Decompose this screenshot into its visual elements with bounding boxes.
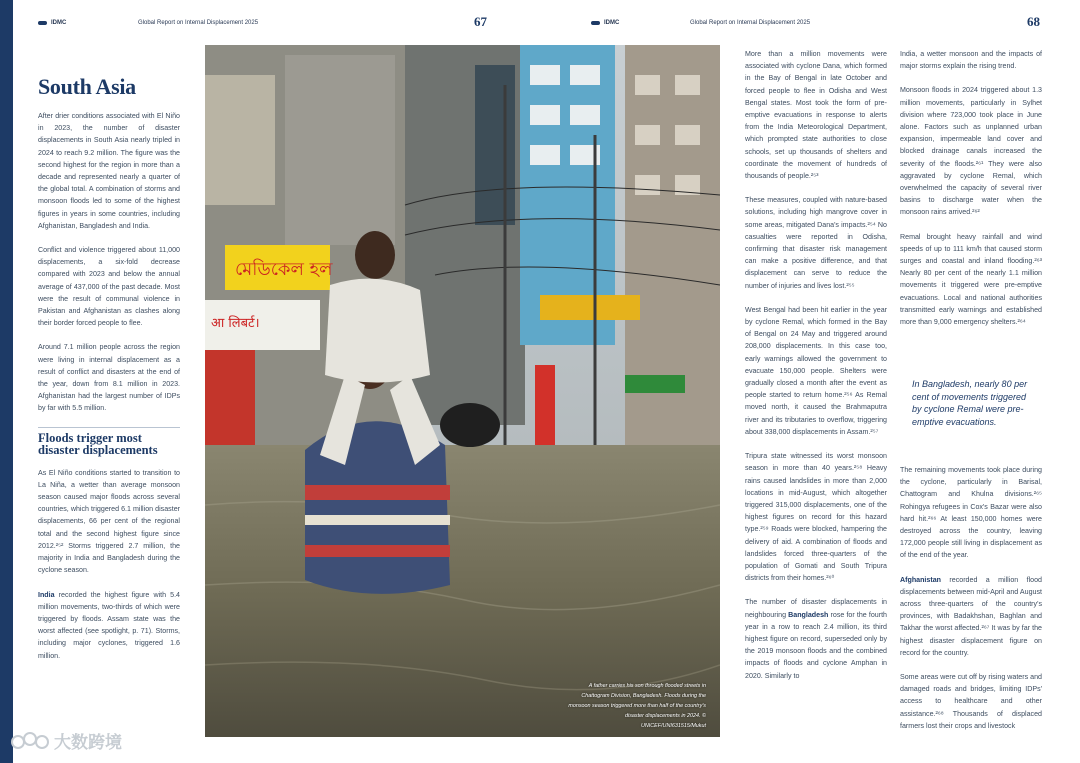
header-right-org: IDMC xyxy=(591,15,619,31)
paragraph: The number of disaster displacements in neighbouring Bangladesh rose for the fourth year in a row to reach 2.4 million, its third highest figure on record, superseded only by the 2019 monsoon floods and the combined impacts of floods and cyclone Amphan in 2020. Similarly to xyxy=(745,598,887,680)
pull-quote: In Bangladesh, nearly 80 per cent of movements triggered by cyclone Remal were pre-emptive evacuations. xyxy=(912,379,1028,427)
shop-sign-1: মেডিকেল হল xyxy=(235,259,333,280)
shop-sign-2: आ लिबर्ट। xyxy=(211,316,260,331)
photo-caption: A father carries his son through flooded streets in Chattogram Division, Bangladesh. Floods during the monsoon season triggered more than half of the country's disaster displacements in 2024. © UNICEF/UNI631515/Mukut xyxy=(568,683,706,729)
flood-photo xyxy=(205,45,720,737)
paragraph: The remaining movements took place during the cyclone, particularly in Barisal, Chattogram and Khulna divisions.²⁶⁵ Rohingya refugees in Cox's Bazar were also hard hit.²⁶⁶ At least 150,000 homes were destroyed across the country, leaving 172,000 people still living in displacement as of the end of the year. xyxy=(900,466,1042,560)
watermark-text: 大数跨境 xyxy=(54,733,122,752)
column-4-top xyxy=(900,48,1042,340)
paragraph: More than a million movements were associated with cyclone Dana, which formed in the Bay of Bengal in late October and forced people to flee in Odisha and West Bengal states. Most took the form of pre-emptive evacuations in response to alerts from the India Meteorological Department, which prompted state authorities to close schools, set up thousands of shelters and coordinate the movement of hundreds of thousands of people.²⁵³ xyxy=(745,50,887,181)
column-4-bottom xyxy=(900,464,1042,744)
paragraph: India recorded the highest figure with 5.4 million movements, two-thirds of which were triggered by floods. Assam state was the worst affected (see spotlight, p. 71). Storms, including major cyclones, triggered 1.6 million. xyxy=(38,590,180,660)
paragraph: After drier conditions associated with El Niño in 2023, the number of disaster displacements in South Asia nearly tripled in 2024 to reach 9.2 million. The figure was the second highest for the region in more than a decade and represented nearly a quarter of the global total. A combination of storms and monsoon floods led to some of the highest figures in years in some countries, including Afghanistan, Bangladesh and India. xyxy=(38,112,180,230)
paragraph: Around 7.1 million people across the region were living in internal displacement as a result of conflict and disasters at the end of the year, down from 8.1 million in 2023. Afghanistan had the largest number of IDPs by far with 5.5 million. xyxy=(38,343,180,413)
column-3 xyxy=(745,48,887,694)
paragraph: Monsoon floods in 2024 triggered about 1.3 million movements, particularly in Sylhet division where 723,000 took place in June alone. Factors such as unplanned urban expansion, impermeable land cover and blocked drainage canals increased the severity of the floods.²⁶¹ They were also aggravated by cyclone Remal, which overwhelmed the capacity of several river basins to discharge water when the monsoon rains arrived.²⁶² xyxy=(900,86,1042,217)
page-number-left: 67 xyxy=(474,14,487,29)
subheading: Floods trigger most disaster displacements xyxy=(38,427,180,457)
paragraph: Tripura state witnessed its worst monsoon season in more than 40 years.²⁵⁸ Heavy rains caused landslides in more than 2,000 locations in mid-August, which altogether triggered 315,000 displacements, one of the highest figures on record for this hazard type.²⁵⁹ Roads were blocked, hampering the delivery of aid. A combination of floods and landslides forced three-quarters of the population of Gomati and South Tripura districts from their homes.²⁶⁰ xyxy=(745,452,887,583)
paragraph: These measures, coupled with nature-based solutions, including high mangrove cover in some areas, mitigated Dana's impacts.²⁵⁴ No casualties were reported in Odisha, confirming that disaster risk management can make a positive difference, and that displacement can serve to reduce the number of injuries and lives lost.²⁵⁵ xyxy=(745,196,887,290)
watermark-logo-icon xyxy=(10,730,50,752)
paragraph: As El Niño conditions started to transition to La Niña, a wetter than average monsoon season caused major floods across several countries, which triggered 6.1 million disaster displacements, 66 per cent of the regional total and the second highest figure since 2012.²⁵² Storms triggered 2.7 million, the majority in India and Bangladesh during the cyclone season. xyxy=(38,468,180,575)
header-right-title: Global Report on Internal Displacement 2025 xyxy=(690,20,811,26)
watermark xyxy=(10,728,122,753)
paragraph: India, a wetter monsoon and the impacts of major storms explain the rising trend. xyxy=(900,50,1042,71)
paragraph: Afghanistan recorded a million flood displacements between mid-April and August across three-quarters of the country's provinces, with Badakhshan, Baghlan and Takhar the worst affected.²⁶⁷ It was by far the highest disaster displacement figure on record for the country. xyxy=(900,575,1042,657)
header-left-org: IDMC xyxy=(38,15,66,31)
paragraph: Conflict and violence triggered about 11,000 displacements, a six-fold decrease compared with 2023 and below the annual average of 437,000 of the past decade. Most were the result of communal violence in Pakistan and Afghanistan as clashes along their border forced people to flee. xyxy=(38,246,180,328)
header-left-title: Global Report on Internal Displacement 2025 xyxy=(138,20,259,26)
paragraph: Remal brought heavy rainfall and wind speeds of up to 111 km/h that caused storm surges and coastal and inland flooding.²⁶³ Nearly 80 per cent of the nearly 1.1 million movements it triggered were pre-emptive evacuations. Local and national authorities transmitted early warnings and established more than 9,000 emergency shelters.²⁶⁴ xyxy=(900,232,1042,327)
country-india: India xyxy=(38,590,55,599)
idmc-logo-icon xyxy=(591,21,600,25)
section-title: South Asia xyxy=(38,74,136,99)
page-spine xyxy=(0,0,13,763)
column-1 xyxy=(38,110,180,674)
country-afghanistan: Afghanistan xyxy=(900,575,941,584)
country-bangladesh: Bangladesh xyxy=(788,610,829,619)
paragraph: Some areas were cut off by rising waters and damaged roads and bridges, limiting IDPs' access to healthcare and other assistance.²⁶⁸ Thousands of displaced farmers lost their crops and livestock xyxy=(900,673,1042,730)
idmc-logo-icon xyxy=(38,21,47,25)
page-number-right: 68 xyxy=(1027,14,1040,29)
paragraph: West Bengal had been hit earlier in the year by cyclone Remal, which formed in the Bay of Bengal on 24 May and triggered around 208,000 displacements. In this case too, early warnings allowed the government to evacuate 150,000 people. Shelters were gradually closed a month after the event as people started to return home.²⁵⁶ As Remal moved north, it caused the Brahmaputra river and its tributaries to overflow, triggering about 338,000 displacements in Assam.²⁵⁷ xyxy=(745,305,887,436)
flood-street-image xyxy=(205,45,720,737)
